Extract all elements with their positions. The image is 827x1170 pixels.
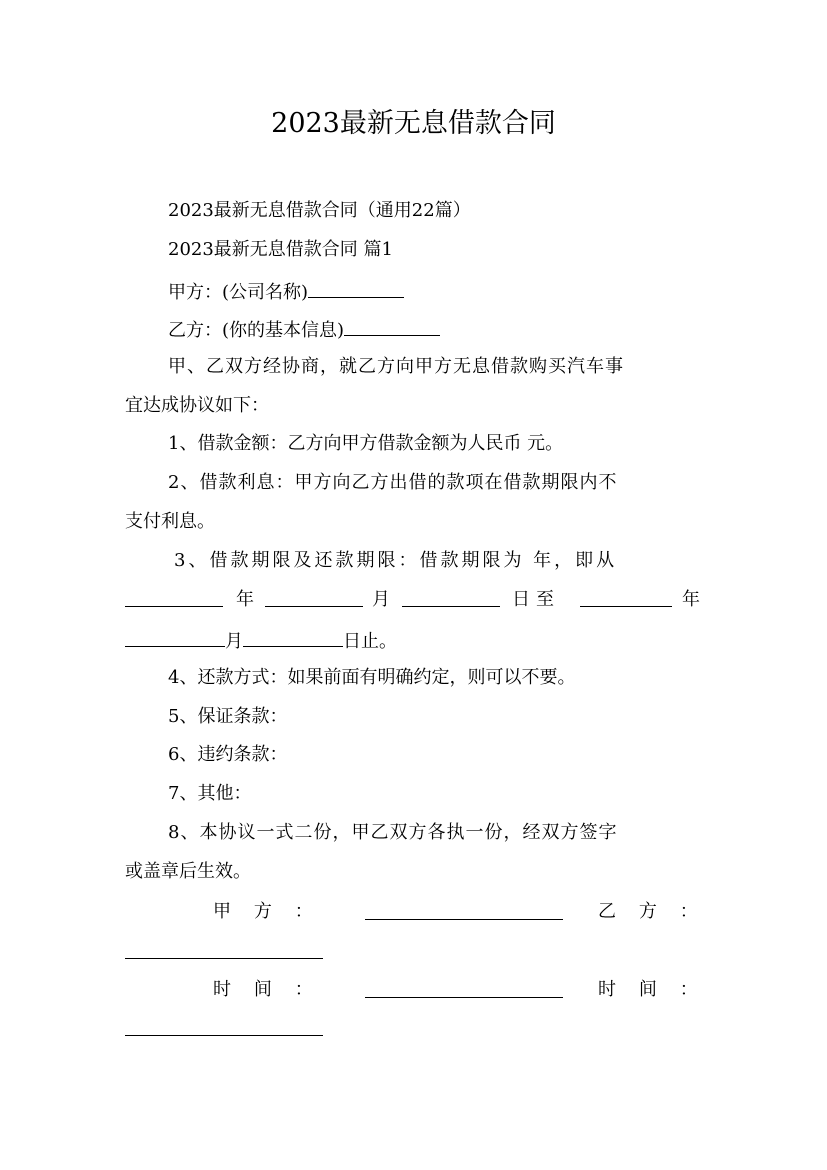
sig-time-b-label: 时 间 ： (598, 979, 698, 1000)
clause-8-line-1: 8、本协议一式二份，甲乙双方各执一份，经双方签字 (168, 822, 618, 843)
start-month-blank (265, 606, 363, 607)
clause-2-line-1: 2、借款利息：甲方向乙方出借的款项在借款期限内不 (168, 472, 618, 493)
party-a-label: 甲方：(公司名称) (168, 282, 309, 303)
party-a-blank (308, 277, 404, 298)
start-day-blank (402, 606, 500, 607)
party-b-label: 乙方：(你的基本信息) (168, 320, 345, 341)
party-b-blank (344, 315, 440, 336)
sig-party-b-blank (125, 958, 323, 959)
intro-line-1: 甲、乙双方经协商，就乙方向甲方无息借款购买汽车事 (168, 356, 624, 377)
end-day-blank (243, 626, 343, 647)
year2-unit-label: 年 (682, 589, 700, 610)
clause-8-line-2: 或盖章后生效。 (125, 861, 251, 882)
month-unit-label: 月 (372, 589, 390, 610)
sig-time-a-blank (365, 997, 563, 998)
clause-3-line-3 (125, 626, 705, 655)
document-subtitle: 2023最新无息借款合同（通用22篇） (168, 200, 471, 221)
end-label: 日止。 (343, 631, 397, 652)
intro-line-2: 宜达成协议如下： (125, 395, 269, 416)
sig-party-a-label: 甲 方 ： (213, 901, 313, 922)
end-month-blank (125, 626, 225, 647)
party-b-line (168, 315, 748, 344)
party-a-line (168, 277, 748, 306)
document-title: 2023最新无息借款合同 (271, 108, 556, 139)
day-to-label: 日至 (512, 589, 560, 610)
clause-4: 4、还款方式：如果前面有明确约定，则可以不要。 (168, 667, 576, 688)
month2-unit-label: 月 (225, 631, 243, 652)
clause-7: 7、其他： (168, 783, 252, 804)
sig-time-a-label: 时 间 ： (213, 979, 313, 1000)
clause-5: 5、保证条款： (168, 706, 288, 727)
section-heading: 2023最新无息借款合同 篇1 (168, 239, 393, 260)
clause-1: 1、借款金额：乙方向甲方借款金额为人民币 元。 (168, 433, 564, 454)
year-unit-label: 年 (236, 589, 254, 610)
sig-time-b-blank (125, 1035, 323, 1036)
clause-2-line-2: 支付利息。 (125, 511, 215, 532)
sig-party-b-label: 乙 方 ： (598, 901, 698, 922)
clause-3-line-1: 3、借款期限及还款期限：借款期限为 年，即从 (174, 550, 618, 571)
sig-party-a-blank (365, 919, 563, 920)
start-year-blank (125, 606, 223, 607)
clause-6: 6、违约条款： (168, 744, 288, 765)
end-year-blank (580, 606, 672, 607)
